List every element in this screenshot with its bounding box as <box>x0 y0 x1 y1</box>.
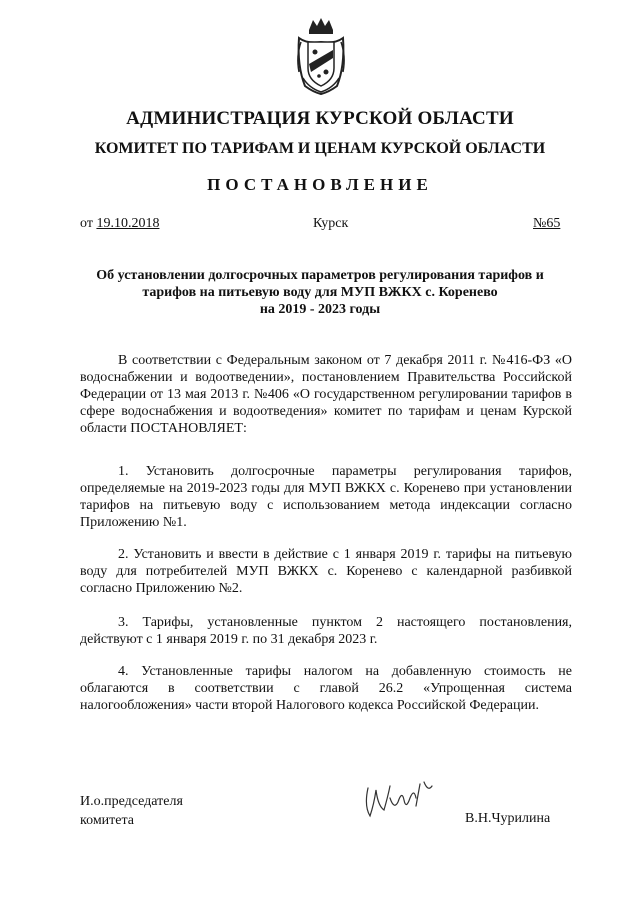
title-line: Об установлении долгосрочных параметров регулирования тарифов и <box>96 268 544 283</box>
clause-2-paragraph: 2. Установить и ввести в действие с 1 января 2019 г. тарифы на питьевую воду для потребителей МУП ВЖКХ с. Коренево с календарной разбивкой согласно Приложению №2. <box>80 547 572 596</box>
position-line: комитета <box>80 813 135 828</box>
clause-4-paragraph: 4. Установленные тарифы налогом на добавленную стоимость не облагаются в соответствии с главой 26.2 «Упрощенная система налогообложения» части второй Налогового кодекса Российской Федерации. <box>80 664 572 713</box>
position-line: И.о.председателя <box>80 794 183 809</box>
document-type-heading: ПОСТАНОВЛЕНИЕ <box>207 175 433 194</box>
signatory-position <box>80 792 183 830</box>
title-line: на 2019 - 2023 годы <box>259 302 381 317</box>
preamble-paragraph: В соответствии с Федеральным законом от 7 декабря 2011 г. №416-ФЗ «О водоснабжении и водоотведении», постановлением Правительства Российской Федерации от 13 мая 2013 г. №406 «О государственном регулировании тарифов в сфере водоснабжения и водоотведения» комитет по тарифам и ценам Курской области ПОСТАНОВЛЯЕТ: <box>80 353 572 436</box>
administration-heading: АДМИНИСТРАЦИЯ КУРСКОЙ ОБЛАСТИ <box>126 108 514 129</box>
clause-3-paragraph: 3. Тарифы, установленные пунктом 2 настоящего постановления, действуют с 1 января 2019 г. по 31 декабря 2023 г. <box>80 615 572 647</box>
document-date <box>80 216 159 232</box>
document-number: №65 <box>533 216 561 231</box>
document-title <box>0 267 640 318</box>
date-prefix: от <box>80 216 97 231</box>
signatory-name: В.Н.Чурилина <box>465 811 551 826</box>
handwritten-signature <box>358 776 438 822</box>
title-line: тарифов на питьевую воду для МУП ВЖКХ с. Коренево <box>142 285 498 300</box>
coat-of-arms-icon <box>295 16 347 96</box>
document-city: Курск <box>313 216 349 231</box>
committee-heading: КОМИТЕТ ПО ТАРИФАМ И ЦЕНАМ КУРСКОЙ ОБЛАСТИ <box>94 140 546 157</box>
date-value: 19.10.2018 <box>96 216 160 231</box>
clause-1-paragraph: 1. Установить долгосрочные параметры регулирования тарифов, определяемые на 2019-2023 годы для МУП ВЖКХ с. Коренево при установлении тарифов на питьевую воду с использованием метода индексации согласно Приложению №1. <box>80 464 572 530</box>
